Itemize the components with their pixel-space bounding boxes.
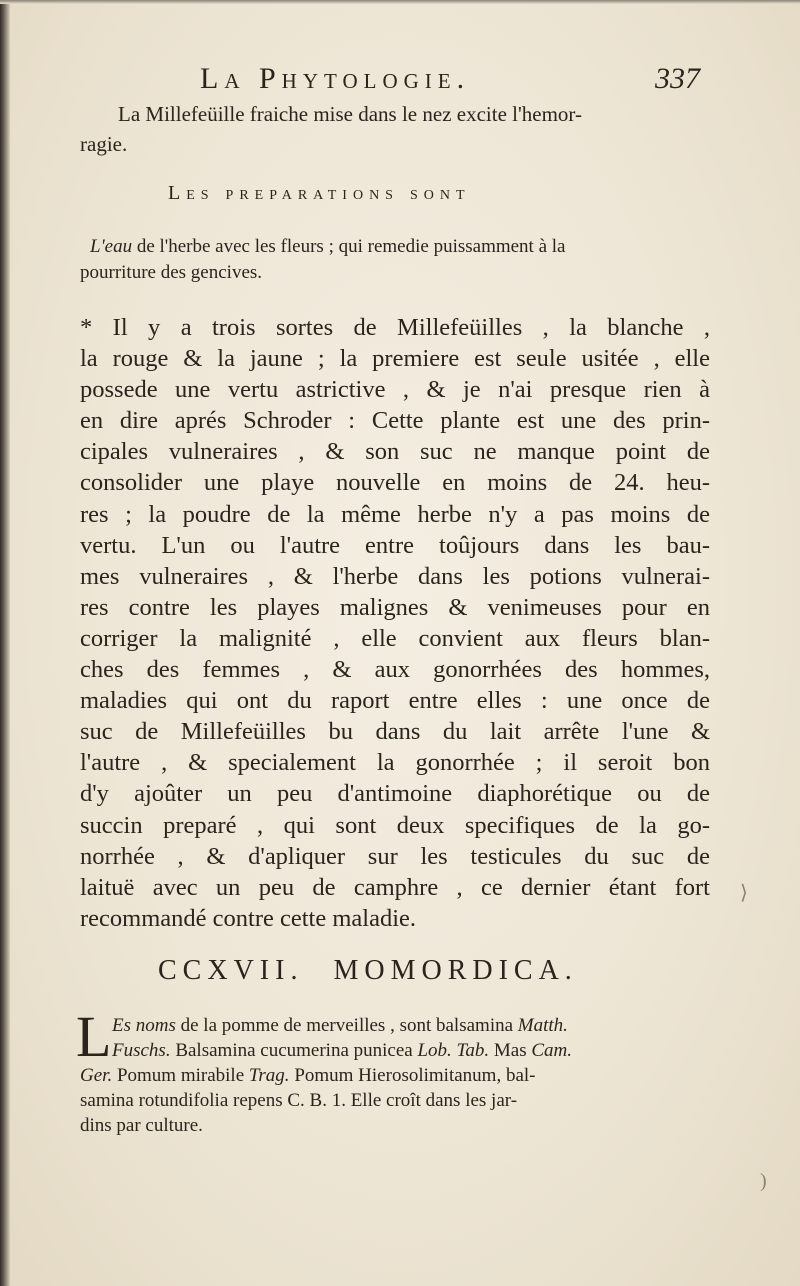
names-line-4: samina rotundifolia repens C. B. 1. Elle croît dans les jar- xyxy=(80,1090,518,1111)
section-title: MOMORDICA. xyxy=(333,955,578,986)
paragraph-line: vertu. L'un ou l'autre entre toûjours dans les bau- xyxy=(80,531,710,559)
running-title: La Phytologie. xyxy=(200,62,471,95)
paragraph-line: mes vulneraires , & l'herbe dans les potions vulnerai- xyxy=(80,562,710,590)
names-text: de la pomme de merveilles , sont balsamina xyxy=(175,1015,518,1036)
paragraph-line: possede une vertu astrictive , & je n'ai presque rien à xyxy=(80,376,710,404)
section-number: CCXVII. xyxy=(158,955,304,986)
names-lead: Es noms xyxy=(112,1015,176,1036)
paragraph-line: la rouge & la jaune ; la premiere est seule usitée , elle xyxy=(80,345,710,373)
names-paragraph xyxy=(80,1013,710,1138)
names-line-3 xyxy=(80,1063,710,1088)
page-number: 337 xyxy=(655,62,700,95)
intro-line-1: La Millefeüille fraiche mise dans le nez excite l'hemor- xyxy=(118,102,582,126)
preparations-heading: Les preparations sont xyxy=(168,182,471,204)
paragraph-line: * Il y a trois sortes de Millefeüilles , la blanche , xyxy=(80,314,710,341)
paragraph-line: ches des femmes , & aux gonorrhées des hommes, xyxy=(80,656,710,684)
paragraph-line: en dire aprés Schroder : Cette plante est une des prin- xyxy=(80,407,710,435)
names-text: Pomum Hierosolimitanum, bal- xyxy=(289,1065,536,1086)
names-line-1 xyxy=(80,1013,710,1038)
margin-mark: ) xyxy=(760,1170,767,1192)
author-abbrev: Ger. xyxy=(80,1065,113,1086)
intro-line-2: ragie. xyxy=(80,132,128,156)
paragraph-line: consolider une playe nouvelle en moins de 24. heu- xyxy=(80,469,710,497)
water-label: L'eau xyxy=(90,236,133,257)
water-entry-text: de l'herbe avec les fleurs ; qui remedie puissamment à la xyxy=(132,236,566,257)
names-line-5: dins par culture. xyxy=(80,1115,203,1136)
paragraph-line: recommandé contre cette maladie. xyxy=(80,904,417,932)
water-entry-line-1 xyxy=(90,236,565,258)
paragraph-line: suc de Millefeüilles bu dans du lait arrête l'une & xyxy=(80,718,710,746)
running-head xyxy=(200,62,720,102)
section-heading xyxy=(158,955,578,987)
author-abbrev: Matth. xyxy=(517,1015,568,1036)
author-abbrev: Cam. xyxy=(531,1040,573,1061)
paragraph-line: corriger la malignité , elle convient aux fleurs blan- xyxy=(80,624,710,652)
page-top-edge xyxy=(0,0,800,4)
names-line-2 xyxy=(80,1038,710,1063)
author-abbrev: Trag. xyxy=(248,1065,290,1086)
paragraph-line: l'autre , & specialement la gonorrhée ; il seroit bon xyxy=(80,749,710,777)
paragraph-line: d'y ajoûter un peu d'antimoine diaphorétique ou de xyxy=(80,780,710,808)
paragraph-line: res ; la poudre de la même herbe n'y a pas moins de xyxy=(80,500,710,528)
margin-mark: ⟩ xyxy=(740,882,748,904)
names-text: Pomum mirabile xyxy=(112,1065,249,1086)
names-text: Balsamina cucumerina punicea xyxy=(170,1040,418,1061)
paragraph-line: cipales vulneraires , & son suc ne manque point de xyxy=(80,438,710,466)
paragraph-line: laituë avec un peu de camphre , ce dernier étant fort xyxy=(80,873,710,901)
paragraph-line: succin preparé , qui sont deux specifiques de la go- xyxy=(80,811,710,839)
water-entry-line-2: pourriture des gencives. xyxy=(80,262,263,283)
paragraph-line: maladies qui ont du raport entre elles : une once de xyxy=(80,687,710,715)
author-abbrev: Lob. Tab. xyxy=(417,1040,490,1061)
page-binding-edge xyxy=(0,0,10,1286)
paragraph-line: res contre les playes malignes & venimeuses pour en xyxy=(80,593,710,621)
names-text: Mas xyxy=(489,1040,532,1061)
drop-cap: L xyxy=(76,1004,112,1069)
paragraph-line: norrhée , & d'apliquer sur les testicules du suc de xyxy=(80,842,710,870)
main-paragraph xyxy=(80,312,710,934)
author-abbrev: Fuschs. xyxy=(112,1040,171,1061)
